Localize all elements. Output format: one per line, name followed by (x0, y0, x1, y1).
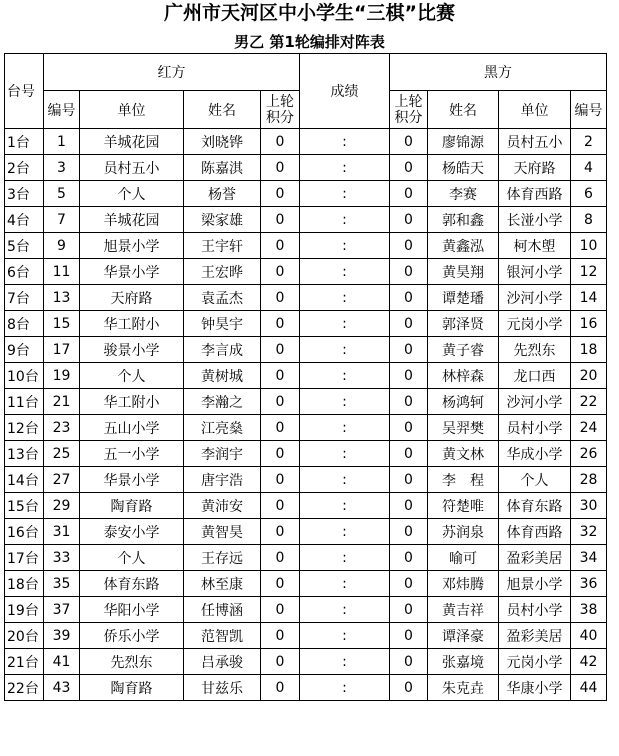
red-unit-cell: 华阳小学 (80, 597, 184, 623)
black-prev-score-cell: 0 (390, 441, 428, 467)
black-seq-cell: 40 (571, 623, 607, 649)
black-name-cell: 苏润泉 (428, 519, 499, 545)
header-red-prev-score-line1: 上轮 (266, 93, 294, 110)
red-name-cell: 钟昊宇 (184, 311, 261, 337)
table-row (5, 389, 607, 415)
red-prev-score-cell: 0 (261, 207, 300, 233)
black-prev-score-cell: 0 (390, 181, 428, 207)
board-cell: 13台 (5, 441, 44, 467)
page-subtitle: 男乙 第1轮编排对阵表 (234, 33, 385, 51)
black-unit-cell: 体育西路 (499, 181, 571, 207)
table-row (5, 597, 607, 623)
red-name-cell: 陈嘉淇 (184, 155, 261, 181)
black-name-cell: 黄子睿 (428, 337, 499, 363)
black-unit-cell: 体育西路 (499, 519, 571, 545)
header-red-name: 姓名 (184, 91, 261, 129)
table-row (5, 519, 607, 545)
table-row (5, 571, 607, 597)
red-prev-score-cell: 0 (261, 623, 300, 649)
red-unit-cell: 侨乐小学 (80, 623, 184, 649)
red-seq-cell: 15 (44, 311, 80, 337)
black-seq-cell: 14 (571, 285, 607, 311)
black-name-cell: 符楚唯 (428, 493, 499, 519)
header-black-seq: 编号 (571, 91, 607, 129)
black-unit-cell: 元岗小学 (499, 649, 571, 675)
red-name-cell: 王宇轩 (184, 233, 261, 259)
board-cell: 2台 (5, 155, 44, 181)
red-unit-cell: 五一小学 (80, 441, 184, 467)
table-row (5, 545, 607, 571)
black-prev-score-cell: 0 (390, 571, 428, 597)
red-unit-cell: 羊城花园 (80, 207, 184, 233)
black-seq-cell: 22 (571, 389, 607, 415)
result-cell: : (300, 155, 390, 181)
result-cell: : (300, 649, 390, 675)
black-name-cell: 黄鑫泓 (428, 233, 499, 259)
red-seq-cell: 29 (44, 493, 80, 519)
black-prev-score-cell: 0 (390, 389, 428, 415)
red-unit-cell: 华工附小 (80, 311, 184, 337)
red-prev-score-cell: 0 (261, 389, 300, 415)
red-prev-score-cell: 0 (261, 285, 300, 311)
board-cell: 9台 (5, 337, 44, 363)
black-prev-score-cell: 0 (390, 259, 428, 285)
black-prev-score-cell: 0 (390, 623, 428, 649)
red-seq-cell: 31 (44, 519, 80, 545)
black-unit-cell: 元岗小学 (499, 311, 571, 337)
result-cell: : (300, 207, 390, 233)
black-prev-score-cell: 0 (390, 363, 428, 389)
red-name-cell: 黄沛安 (184, 493, 261, 519)
red-name-cell: 李润宇 (184, 441, 261, 467)
header-red-prev-score (261, 91, 300, 129)
black-name-cell: 李 程 (428, 467, 499, 493)
black-unit-cell: 员村小学 (499, 597, 571, 623)
board-cell: 1台 (5, 129, 44, 155)
red-seq-cell: 19 (44, 363, 80, 389)
black-prev-score-cell: 0 (390, 233, 428, 259)
table-row (5, 623, 607, 649)
red-prev-score-cell: 0 (261, 519, 300, 545)
black-prev-score-cell: 0 (390, 337, 428, 363)
table-row (5, 181, 607, 207)
black-unit-cell: 盈彩美居 (499, 623, 571, 649)
board-cell: 17台 (5, 545, 44, 571)
table-row (5, 493, 607, 519)
red-seq-cell: 21 (44, 389, 80, 415)
table-row (5, 155, 607, 181)
red-name-cell: 李言成 (184, 337, 261, 363)
red-seq-cell: 17 (44, 337, 80, 363)
black-seq-cell: 36 (571, 571, 607, 597)
red-seq-cell: 13 (44, 285, 80, 311)
red-seq-cell: 35 (44, 571, 80, 597)
header-black-name: 姓名 (428, 91, 499, 129)
black-seq-cell: 2 (571, 129, 607, 155)
result-cell: : (300, 337, 390, 363)
board-cell: 5台 (5, 233, 44, 259)
black-unit-cell: 员村五小 (499, 129, 571, 155)
black-unit-cell: 员村小学 (499, 415, 571, 441)
header-black-prev-score-line2: 积分 (394, 109, 423, 126)
table-row (5, 467, 607, 493)
red-seq-cell: 3 (44, 155, 80, 181)
red-name-cell: 林至康 (184, 571, 261, 597)
board-cell: 8台 (5, 311, 44, 337)
board-cell: 14台 (5, 467, 44, 493)
table-row (5, 311, 607, 337)
red-unit-cell: 华景小学 (80, 467, 184, 493)
header-black-prev-score (390, 91, 428, 129)
result-cell: : (300, 467, 390, 493)
board-cell: 15台 (5, 493, 44, 519)
black-prev-score-cell: 0 (390, 519, 428, 545)
black-seq-cell: 28 (571, 467, 607, 493)
result-cell: : (300, 493, 390, 519)
board-cell: 4台 (5, 207, 44, 233)
black-prev-score-cell: 0 (390, 311, 428, 337)
black-prev-score-cell: 0 (390, 597, 428, 623)
result-cell: : (300, 389, 390, 415)
table-row (5, 337, 607, 363)
red-unit-cell: 华景小学 (80, 259, 184, 285)
red-name-cell: 唐宇浩 (184, 467, 261, 493)
black-unit-cell: 银河小学 (499, 259, 571, 285)
black-prev-score-cell: 0 (390, 675, 428, 701)
black-name-cell: 杨鸿轲 (428, 389, 499, 415)
black-name-cell: 喻可 (428, 545, 499, 571)
table-row (5, 233, 607, 259)
header-board: 台号 (5, 54, 44, 129)
red-name-cell: 王宏晔 (184, 259, 261, 285)
black-unit-cell: 盈彩美居 (499, 545, 571, 571)
result-cell: : (300, 129, 390, 155)
table-row (5, 285, 607, 311)
result-cell: : (300, 285, 390, 311)
red-unit-cell: 个人 (80, 181, 184, 207)
board-cell: 18台 (5, 571, 44, 597)
table-row (5, 649, 607, 675)
black-unit-cell: 个人 (499, 467, 571, 493)
red-unit-cell: 体育东路 (80, 571, 184, 597)
result-cell: : (300, 363, 390, 389)
red-unit-cell: 个人 (80, 363, 184, 389)
black-seq-cell: 38 (571, 597, 607, 623)
red-name-cell: 范智凯 (184, 623, 261, 649)
red-name-cell: 李瀚之 (184, 389, 261, 415)
red-unit-cell: 个人 (80, 545, 184, 571)
page-title: 广州市天河区中小学生“三棋”比赛 (164, 2, 455, 24)
black-unit-cell: 龙口西 (499, 363, 571, 389)
board-cell: 3台 (5, 181, 44, 207)
red-name-cell: 刘晓铧 (184, 129, 261, 155)
board-cell: 21台 (5, 649, 44, 675)
black-unit-cell: 柯木塱 (499, 233, 571, 259)
board-cell: 22台 (5, 675, 44, 701)
red-name-cell: 黄智昊 (184, 519, 261, 545)
red-seq-cell: 7 (44, 207, 80, 233)
result-cell: : (300, 519, 390, 545)
black-name-cell: 廖锦源 (428, 129, 499, 155)
board-cell: 16台 (5, 519, 44, 545)
red-prev-score-cell: 0 (261, 467, 300, 493)
black-prev-score-cell: 0 (390, 129, 428, 155)
result-cell: : (300, 415, 390, 441)
result-cell: : (300, 259, 390, 285)
red-prev-score-cell: 0 (261, 545, 300, 571)
black-prev-score-cell: 0 (390, 545, 428, 571)
black-name-cell: 谭泽豪 (428, 623, 499, 649)
board-cell: 11台 (5, 389, 44, 415)
red-name-cell: 黄树城 (184, 363, 261, 389)
black-name-cell: 朱克垚 (428, 675, 499, 701)
red-seq-cell: 33 (44, 545, 80, 571)
red-seq-cell: 27 (44, 467, 80, 493)
black-unit-cell: 沙河小学 (499, 389, 571, 415)
red-unit-cell: 骏景小学 (80, 337, 184, 363)
red-seq-cell: 43 (44, 675, 80, 701)
result-cell: : (300, 441, 390, 467)
red-seq-cell: 11 (44, 259, 80, 285)
red-name-cell: 甘兹乐 (184, 675, 261, 701)
red-prev-score-cell: 0 (261, 233, 300, 259)
red-name-cell: 任博涵 (184, 597, 261, 623)
red-prev-score-cell: 0 (261, 597, 300, 623)
header-black-prev-score-line1: 上轮 (394, 93, 423, 110)
black-name-cell: 黄吉祥 (428, 597, 499, 623)
red-seq-cell: 25 (44, 441, 80, 467)
black-seq-cell: 44 (571, 675, 607, 701)
black-prev-score-cell: 0 (390, 493, 428, 519)
red-seq-cell: 5 (44, 181, 80, 207)
result-cell: : (300, 545, 390, 571)
table-row (5, 441, 607, 467)
black-seq-cell: 16 (571, 311, 607, 337)
black-seq-cell: 26 (571, 441, 607, 467)
red-unit-cell: 华工附小 (80, 389, 184, 415)
black-seq-cell: 12 (571, 259, 607, 285)
table-row (5, 129, 607, 155)
red-prev-score-cell: 0 (261, 311, 300, 337)
red-seq-cell: 37 (44, 597, 80, 623)
header-red-seq: 编号 (44, 91, 80, 129)
red-name-cell: 杨誉 (184, 181, 261, 207)
black-unit-cell: 先烈东 (499, 337, 571, 363)
red-unit-cell: 陶育路 (80, 675, 184, 701)
red-prev-score-cell: 0 (261, 155, 300, 181)
result-cell: : (300, 571, 390, 597)
board-cell: 6台 (5, 259, 44, 285)
board-cell: 12台 (5, 415, 44, 441)
black-unit-cell: 体育东路 (499, 493, 571, 519)
black-seq-cell: 32 (571, 519, 607, 545)
black-name-cell: 吴羿樊 (428, 415, 499, 441)
header-red-prev-score-line2: 积分 (266, 109, 294, 126)
black-seq-cell: 18 (571, 337, 607, 363)
table-row (5, 415, 607, 441)
red-prev-score-cell: 0 (261, 493, 300, 519)
red-prev-score-cell: 0 (261, 363, 300, 389)
black-name-cell: 张嘉境 (428, 649, 499, 675)
header-red-unit: 单位 (80, 91, 184, 129)
red-unit-cell: 先烈东 (80, 649, 184, 675)
black-prev-score-cell: 0 (390, 415, 428, 441)
red-prev-score-cell: 0 (261, 181, 300, 207)
black-seq-cell: 10 (571, 233, 607, 259)
black-prev-score-cell: 0 (390, 285, 428, 311)
black-seq-cell: 20 (571, 363, 607, 389)
board-cell: 10台 (5, 363, 44, 389)
result-cell: : (300, 675, 390, 701)
black-name-cell: 李赛 (428, 181, 499, 207)
black-seq-cell: 24 (571, 415, 607, 441)
black-unit-cell: 华康小学 (499, 675, 571, 701)
red-seq-cell: 1 (44, 129, 80, 155)
red-name-cell: 江亮燊 (184, 415, 261, 441)
red-unit-cell: 旭景小学 (80, 233, 184, 259)
result-cell: : (300, 623, 390, 649)
black-unit-cell: 沙河小学 (499, 285, 571, 311)
black-prev-score-cell: 0 (390, 467, 428, 493)
black-unit-cell: 华成小学 (499, 441, 571, 467)
red-unit-cell: 泰安小学 (80, 519, 184, 545)
red-prev-score-cell: 0 (261, 415, 300, 441)
black-name-cell: 邓炜腾 (428, 571, 499, 597)
red-seq-cell: 23 (44, 415, 80, 441)
red-prev-score-cell: 0 (261, 441, 300, 467)
header-black-side: 黑方 (390, 54, 607, 91)
red-unit-cell: 员村五小 (80, 155, 184, 181)
red-name-cell: 梁家雄 (184, 207, 261, 233)
red-seq-cell: 9 (44, 233, 80, 259)
header-result: 成绩 (300, 54, 390, 129)
black-name-cell: 黄昊翔 (428, 259, 499, 285)
header-red-side: 红方 (44, 54, 300, 91)
black-name-cell: 郭和鑫 (428, 207, 499, 233)
red-seq-cell: 41 (44, 649, 80, 675)
red-unit-cell: 天府路 (80, 285, 184, 311)
black-seq-cell: 34 (571, 545, 607, 571)
black-seq-cell: 8 (571, 207, 607, 233)
red-seq-cell: 39 (44, 623, 80, 649)
black-prev-score-cell: 0 (390, 649, 428, 675)
black-name-cell: 郭泽贤 (428, 311, 499, 337)
red-unit-cell: 陶育路 (80, 493, 184, 519)
black-name-cell: 谭楚璠 (428, 285, 499, 311)
red-unit-cell: 羊城花园 (80, 129, 184, 155)
black-name-cell: 黄文林 (428, 441, 499, 467)
black-unit-cell: 旭景小学 (499, 571, 571, 597)
table-row (5, 363, 607, 389)
black-unit-cell: 天府路 (499, 155, 571, 181)
black-seq-cell: 4 (571, 155, 607, 181)
black-prev-score-cell: 0 (390, 207, 428, 233)
black-name-cell: 林梓森 (428, 363, 499, 389)
result-cell: : (300, 597, 390, 623)
board-cell: 7台 (5, 285, 44, 311)
black-name-cell: 杨皓天 (428, 155, 499, 181)
red-name-cell: 袁孟杰 (184, 285, 261, 311)
black-prev-score-cell: 0 (390, 155, 428, 181)
red-name-cell: 吕承骏 (184, 649, 261, 675)
red-name-cell: 王存远 (184, 545, 261, 571)
red-prev-score-cell: 0 (261, 571, 300, 597)
red-prev-score-cell: 0 (261, 337, 300, 363)
red-prev-score-cell: 0 (261, 259, 300, 285)
result-cell: : (300, 311, 390, 337)
pairing-table (4, 53, 607, 701)
header-black-unit: 单位 (499, 91, 571, 129)
table-row (5, 675, 607, 701)
board-cell: 19台 (5, 597, 44, 623)
black-seq-cell: 6 (571, 181, 607, 207)
result-cell: : (300, 181, 390, 207)
red-prev-score-cell: 0 (261, 129, 300, 155)
red-prev-score-cell: 0 (261, 675, 300, 701)
black-seq-cell: 30 (571, 493, 607, 519)
table-row (5, 259, 607, 285)
table-row (5, 207, 607, 233)
black-unit-cell: 长湴小学 (499, 207, 571, 233)
black-seq-cell: 42 (571, 649, 607, 675)
result-cell: : (300, 233, 390, 259)
red-prev-score-cell: 0 (261, 649, 300, 675)
pairing-rows (5, 129, 607, 701)
red-unit-cell: 五山小学 (80, 415, 184, 441)
board-cell: 20台 (5, 623, 44, 649)
